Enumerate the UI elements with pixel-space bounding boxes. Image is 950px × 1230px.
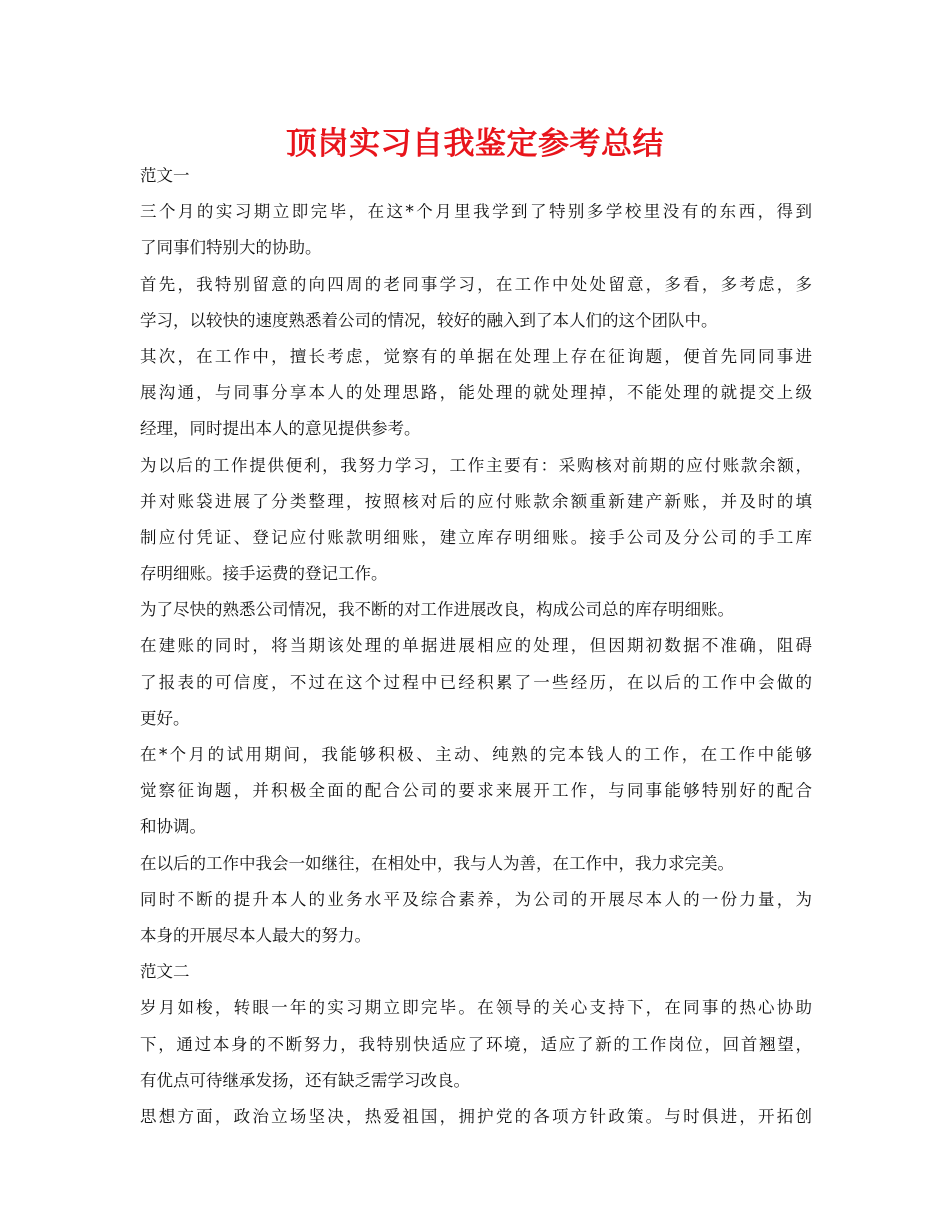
text-line: 经理，同时提出本人的意见提供参考。 (140, 419, 421, 439)
text-line: 为以后的工作提供便利，我努力学习，工作主要有：采购核对前期的应付账款余额， (140, 455, 812, 475)
text-line: 并对账袋进展了分类整理，按照核对后的应付账款余额重新建产新账，并及时的填 (140, 491, 812, 511)
text-line: 觉察征询题，并积极全面的配合公司的要求来展开工作，与同事能够特别好的配合 (140, 781, 812, 801)
text-line: 为了尽快的熟悉公司情况，我不断的对工作进展改良，构成公司总的库存明细账。 (140, 600, 734, 620)
text-line: 范文一 (140, 166, 190, 185)
text-line: 学习，以较快的速度熟悉着公司的情况，较好的融入到了本人们的这个团队中。 (140, 310, 718, 330)
text-line: 有优点可待继承发扬，还有缺乏需学习改良。 (140, 1070, 470, 1090)
text-line: 在*个月的试用期间，我能够积极、主动、纯熟的完本钱人的工作，在工作中能够 (140, 745, 812, 764)
text-line: 展沟通，与同事分享本人的处理思路，能处理的就处理掉，不能处理的就提交上级 (140, 383, 812, 403)
text-line: 本身的开展尽本人最大的努力。 (140, 925, 371, 945)
text-line: 在以后的工作中我会一如继往，在相处中，我与人为善，在工作中，我力求完美。 (140, 853, 734, 873)
text-line: 范文二 (140, 962, 190, 982)
document-body (140, 158, 812, 1135)
text-line: 和协调。 (140, 817, 206, 837)
text-line: 同时不断的提升本人的业务水平及综合素养，为公司的开展尽本人的一份力量，为 (140, 889, 812, 909)
text-line: 了同事们特别大的协助。 (140, 238, 322, 258)
text-line: 存明细账。接手运费的登记工作。 (140, 564, 388, 584)
text-line: 更好。 (140, 708, 190, 728)
text-line: 思想方面，政治立场坚决，热爱祖国，拥护党的各项方针政策。与时俱进，开拓创 (140, 1106, 812, 1126)
text-line: 了报表的可信度，不过在这个过程中已经积累了一些经历，在以后的工作中会做的 (140, 672, 812, 692)
text-line: 岁月如梭，转眼一年的实习期立即完毕。在领导的关心支持下，在同事的热心协助 (140, 998, 812, 1018)
document-title: 顶岗实习自我鉴定参考总结 (286, 126, 664, 162)
text-line: 制应付凭证、登记应付账款明细账，建立库存明细账。接手公司及分公司的手工库 (140, 527, 812, 547)
text-line: 首先，我特别留意的向四周的老同事学习，在工作中处处留意，多看，多考虑，多 (140, 274, 812, 294)
text-line: 三个月的实习期立即完毕，在这*个月里我学到了特别多学校里没有的东西，得到 (140, 202, 812, 222)
text-line: 下，通过本身的不断努力，我特别快适应了环境，适应了新的工作岗位，回首翘望， (140, 1034, 812, 1054)
text-line: 在建账的同时，将当期该处理的单据进展相应的处理，但因期初数据不准确，阻碍 (140, 636, 812, 656)
text-line: 其次，在工作中，擅长考虑，觉察有的单据在处理上存在征询题，便首先同同事进 (140, 346, 812, 366)
